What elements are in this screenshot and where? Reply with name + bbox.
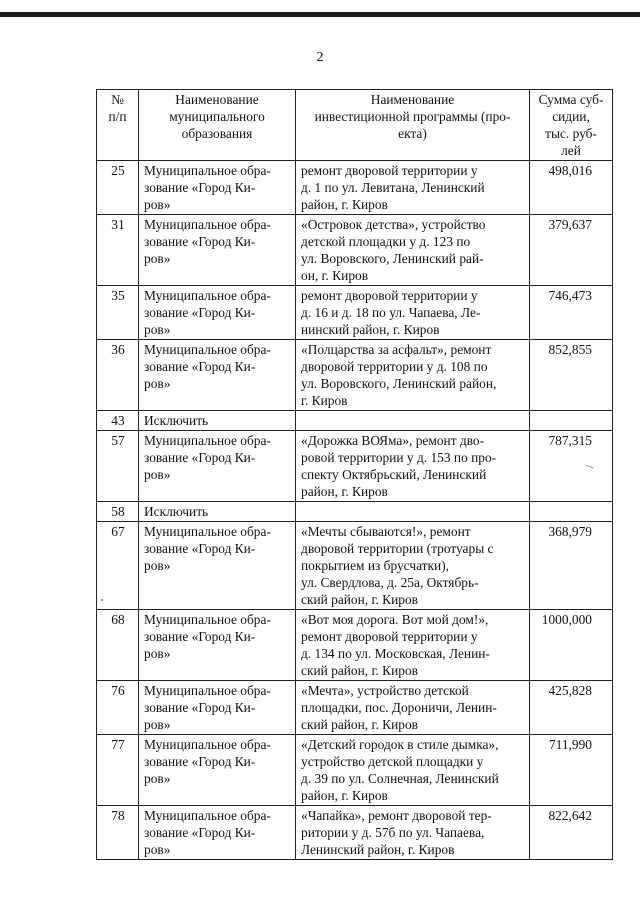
- cell-line: ровой территории у д. 153 по про-: [301, 450, 497, 465]
- row-number: 36: [97, 340, 139, 411]
- row-subsidy-sum: 711,990: [530, 735, 613, 806]
- header-line: сидии,: [552, 109, 590, 124]
- cell-line: зование «Город Ки-: [144, 825, 256, 840]
- cell-line: Муниципальное обра-: [144, 288, 271, 303]
- page-number: 2: [316, 50, 324, 65]
- cell-line: ров»: [144, 251, 171, 266]
- cell-line: зование «Город Ки-: [144, 234, 256, 249]
- table-row: [97, 610, 613, 681]
- cell-line: ров»: [144, 646, 171, 661]
- cell-line: ров»: [144, 197, 171, 212]
- subsidy-table: [96, 89, 613, 860]
- row-subsidy-sum: 852,855: [530, 340, 613, 411]
- cell-line: зование «Город Ки-: [144, 359, 256, 374]
- row-subsidy-sum: 425,828: [530, 681, 613, 735]
- table-row: [97, 502, 613, 522]
- cell-line: Исключить: [144, 504, 209, 519]
- row-program: [296, 215, 530, 286]
- row-subsidy-sum: 822,642: [530, 806, 613, 860]
- cell-line: «Вот моя дорога. Вот мой дом!»,: [301, 612, 489, 627]
- row-number: 78: [97, 806, 139, 860]
- header-line: Сумма суб-: [538, 92, 604, 107]
- row-municipality: [139, 681, 296, 735]
- cell-line: ский район, г. Киров: [301, 717, 418, 732]
- cell-line: «Чапайка», ремонт дворовой тер-: [301, 808, 492, 823]
- cell-line: «Островок детства», устройство: [301, 217, 486, 232]
- header-line: муниципального: [169, 109, 265, 124]
- row-municipality: [139, 522, 296, 610]
- cell-line: площадки, пос. Дороничи, Ленин-: [301, 700, 497, 715]
- table-row: [97, 522, 613, 610]
- cell-line: зование «Город Ки-: [144, 541, 256, 556]
- cell-line: ский район, г. Киров: [301, 663, 418, 678]
- row-municipality: [139, 215, 296, 286]
- cell-line: зование «Город Ки-: [144, 700, 256, 715]
- row-number: 68: [97, 610, 139, 681]
- row-program: [296, 502, 530, 522]
- cell-line: Муниципальное обра-: [144, 683, 271, 698]
- cell-line: Ленинский район, г. Киров: [301, 842, 455, 857]
- header-line: п/п: [108, 109, 127, 124]
- cell-line: ский район, г. Киров: [301, 592, 418, 607]
- row-municipality: [139, 735, 296, 806]
- cell-line: «Дорожка ВОЯма», ремонт дво-: [301, 433, 485, 448]
- cell-line: ров»: [144, 558, 171, 573]
- cell-line: Муниципальное обра-: [144, 808, 271, 823]
- row-subsidy-sum: 787,315: [530, 431, 613, 502]
- table-body: [97, 161, 613, 860]
- header-line: екта): [398, 126, 427, 141]
- cell-line: Муниципальное обра-: [144, 163, 271, 178]
- row-number: 35: [97, 286, 139, 340]
- cell-line: спекту Октябрьский, Ленинский: [301, 467, 487, 482]
- header-line: тыс. руб-: [545, 126, 597, 141]
- row-program: [296, 610, 530, 681]
- cell-line: Муниципальное обра-: [144, 524, 271, 539]
- cell-line: ремонт дворовой территории у: [301, 163, 478, 178]
- cell-line: д. 16 и д. 18 по ул. Чапаева, Ле-: [301, 305, 481, 320]
- row-number: 76: [97, 681, 139, 735]
- cell-line: «Мечты сбываются!», ремонт: [301, 524, 471, 539]
- cell-line: Муниципальное обра-: [144, 342, 271, 357]
- row-municipality: [139, 340, 296, 411]
- row-municipality: [139, 286, 296, 340]
- cell-line: Муниципальное обра-: [144, 737, 271, 752]
- row-program: [296, 735, 530, 806]
- cell-line: район, г. Киров: [301, 197, 388, 212]
- row-subsidy-sum: 1000,000: [530, 610, 613, 681]
- cell-line: «Мечта», устройство детской: [301, 683, 469, 698]
- cell-line: ул. Воровского, Ленинский рай-: [301, 251, 484, 266]
- row-program: [296, 522, 530, 610]
- row-program: [296, 681, 530, 735]
- row-municipality: [139, 610, 296, 681]
- row-municipality: [139, 806, 296, 860]
- cell-line: ремонт дворовой территории у: [301, 629, 478, 644]
- row-subsidy-sum: 498,016: [530, 161, 613, 215]
- row-subsidy-sum: 746,473: [530, 286, 613, 340]
- row-municipality: [139, 411, 296, 431]
- row-program: [296, 286, 530, 340]
- table-row: [97, 806, 613, 860]
- cell-line: ул. Свердлова, д. 25а, Октябрь-: [301, 575, 479, 590]
- cell-line: дворовой территории (тротуары с: [301, 541, 494, 556]
- cell-line: дворовой территории у д. 108 по: [301, 359, 488, 374]
- row-subsidy-sum: 368,979: [530, 522, 613, 610]
- row-municipality: [139, 431, 296, 502]
- cell-line: ров»: [144, 376, 171, 391]
- row-subsidy-sum: [530, 411, 613, 431]
- scan-artifact: [101, 599, 103, 601]
- cell-line: зование «Город Ки-: [144, 754, 256, 769]
- scan-top-border: [0, 12, 640, 17]
- table-row: [97, 431, 613, 502]
- row-number: 25: [97, 161, 139, 215]
- cell-line: «Детский городок в стиле дымка»,: [301, 737, 499, 752]
- cell-line: зование «Город Ки-: [144, 629, 256, 644]
- cell-line: ров»: [144, 322, 171, 337]
- cell-line: ремонт дворовой территории у: [301, 288, 478, 303]
- cell-line: нинский район, г. Киров: [301, 322, 440, 337]
- row-number: 43: [97, 411, 139, 431]
- cell-line: д. 134 по ул. Московская, Ленин-: [301, 646, 490, 661]
- table-row: [97, 681, 613, 735]
- cell-line: ров»: [144, 842, 171, 857]
- header-num: [97, 90, 139, 161]
- header-line: №: [111, 92, 124, 107]
- cell-line: зование «Город Ки-: [144, 180, 256, 195]
- cell-line: ул. Воровского, Ленинский район,: [301, 376, 497, 391]
- cell-line: ритории у д. 57б по ул. Чапаева,: [301, 825, 485, 840]
- cell-line: г. Киров: [301, 393, 348, 408]
- cell-line: зование «Город Ки-: [144, 305, 256, 320]
- cell-line: д. 39 по ул. Солнечная, Ленинский: [301, 771, 499, 786]
- row-number: 58: [97, 502, 139, 522]
- cell-line: Исключить: [144, 413, 209, 428]
- row-subsidy-sum: [530, 502, 613, 522]
- cell-line: район, г. Киров: [301, 484, 388, 499]
- cell-line: Муниципальное обра-: [144, 612, 271, 627]
- row-program: [296, 806, 530, 860]
- cell-line: «Полцарства за асфальт», ремонт: [301, 342, 492, 357]
- row-municipality: [139, 502, 296, 522]
- row-program: [296, 411, 530, 431]
- table-row: [97, 411, 613, 431]
- cell-line: покрытием из брусчатки),: [301, 558, 450, 573]
- row-program: [296, 431, 530, 502]
- table-row: [97, 735, 613, 806]
- header-line: Наименование: [370, 92, 455, 107]
- cell-line: ров»: [144, 771, 171, 786]
- row-number: 31: [97, 215, 139, 286]
- header-program: [296, 90, 530, 161]
- cell-line: устройство детской площадки у: [301, 754, 484, 769]
- cell-line: зование «Город Ки-: [144, 450, 256, 465]
- row-number: 67: [97, 522, 139, 610]
- cell-line: район, г. Киров: [301, 788, 388, 803]
- header-line: инвестиционной программы (про-: [314, 109, 511, 124]
- table-row: [97, 286, 613, 340]
- cell-line: детской площадки у д. 123 по: [301, 234, 471, 249]
- header-municipality: [139, 90, 296, 161]
- cell-line: он, г. Киров: [301, 268, 369, 283]
- cell-line: Муниципальное обра-: [144, 433, 271, 448]
- cell-line: ров»: [144, 717, 171, 732]
- header-line: образования: [181, 126, 253, 141]
- cell-line: д. 1 по ул. Левитана, Ленинский: [301, 180, 485, 195]
- table-row: [97, 215, 613, 286]
- table-header-row: [97, 90, 613, 161]
- table-row: [97, 340, 613, 411]
- header-line: лей: [561, 143, 581, 158]
- row-number: 77: [97, 735, 139, 806]
- header-sum: [530, 90, 613, 161]
- row-program: [296, 340, 530, 411]
- row-subsidy-sum: 379,637: [530, 215, 613, 286]
- row-number: 57: [97, 431, 139, 502]
- header-line: Наименование: [175, 92, 259, 107]
- row-municipality: [139, 161, 296, 215]
- cell-line: ров»: [144, 467, 171, 482]
- cell-line: Муниципальное обра-: [144, 217, 271, 232]
- table-row: [97, 161, 613, 215]
- row-program: [296, 161, 530, 215]
